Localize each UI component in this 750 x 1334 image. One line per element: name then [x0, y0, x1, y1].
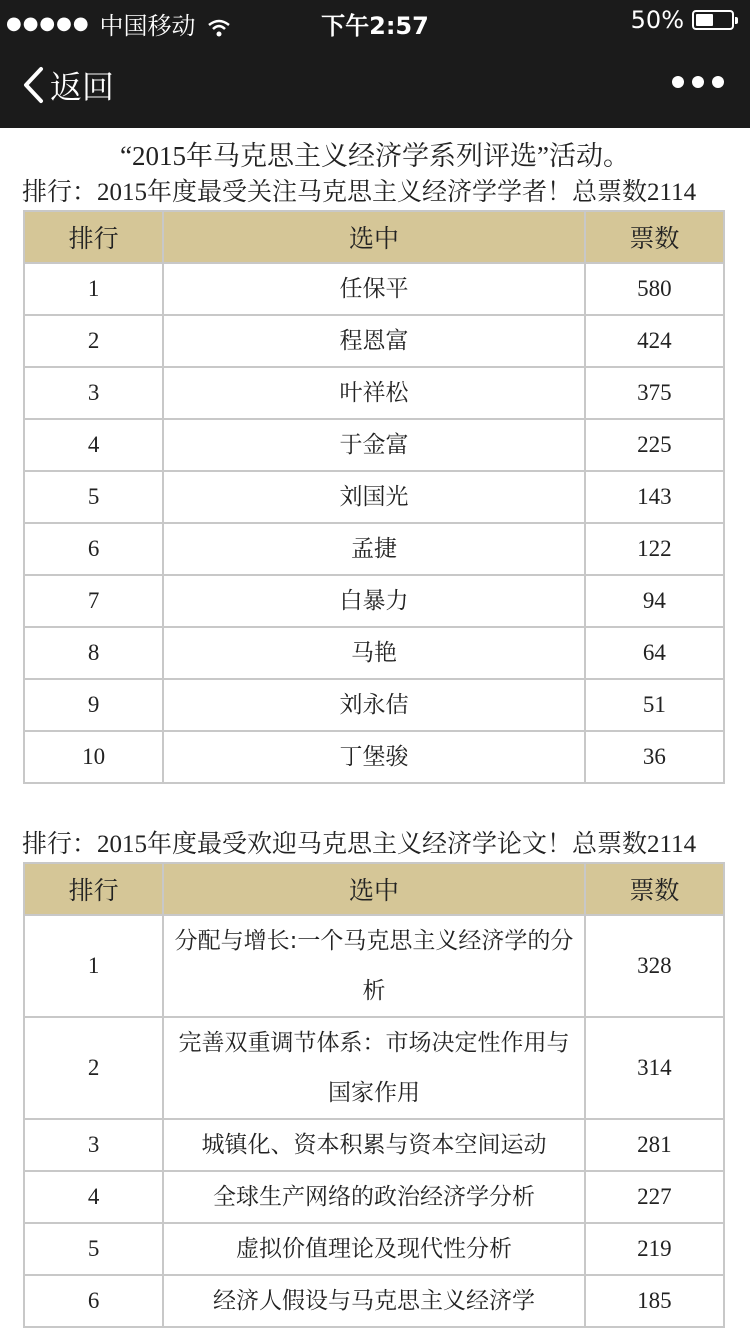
table-row — [24, 263, 724, 315]
rank-cell: 5 — [24, 471, 163, 523]
votes-cell: 227 — [585, 1171, 724, 1223]
article-content — [0, 128, 750, 1328]
header-votes: 票数 — [585, 863, 724, 915]
votes-cell: 314 — [585, 1017, 724, 1119]
name-cell: 任保平 — [163, 263, 585, 315]
back-label: 返回 — [50, 68, 115, 106]
votes-cell: 219 — [585, 1223, 724, 1275]
table-row — [24, 315, 724, 367]
more-dot — [672, 76, 684, 88]
votes-cell: 64 — [585, 627, 724, 679]
name-cell: 刘永佶 — [163, 679, 585, 731]
header-votes: 票数 — [585, 211, 724, 263]
battery-icon — [692, 10, 734, 30]
nav-bar — [0, 40, 750, 128]
name-cell: 分配与增长:一个马克思主义经济学的分析 — [163, 915, 585, 1017]
votes-cell: 122 — [585, 523, 724, 575]
votes-cell: 424 — [585, 315, 724, 367]
name-cell: 叶祥松 — [163, 367, 585, 419]
rank-cell: 3 — [24, 367, 163, 419]
name-cell: 刘国光 — [163, 471, 585, 523]
rank-cell: 5 — [24, 1223, 163, 1275]
rank-cell: 4 — [24, 1171, 163, 1223]
header-rank: 排行 — [24, 211, 163, 263]
status-right — [631, 6, 734, 34]
section1-caption: 排行：2015年度最受关注马克思主义经济学学者！总票数2114 — [22, 179, 697, 206]
table-row — [24, 1119, 724, 1171]
votes-cell: 375 — [585, 367, 724, 419]
table-row — [24, 419, 724, 471]
votes-cell: 580 — [585, 263, 724, 315]
back-button[interactable] — [22, 62, 114, 108]
table-row — [24, 523, 724, 575]
name-cell: 程恩富 — [163, 315, 585, 367]
rank-cell: 6 — [24, 1275, 163, 1327]
table-row — [24, 1017, 724, 1119]
name-cell: 白暴力 — [163, 575, 585, 627]
table-row — [24, 1275, 724, 1327]
intro-text: “2015年马克思主义经济学系列评选”活动。 — [120, 141, 630, 171]
rank-cell: 10 — [24, 731, 163, 783]
section2-caption: 排行：2015年度最受欢迎马克思主义经济学论文！总票数2114 — [22, 831, 697, 858]
battery-percent: 50% — [630, 6, 684, 34]
name-cell: 完善双重调节体系：市场决定性作用与国家作用 — [163, 1017, 585, 1119]
rank-cell: 7 — [24, 575, 163, 627]
rank-cell: 2 — [24, 1017, 163, 1119]
name-cell: 马艳 — [163, 627, 585, 679]
name-cell: 经济人假设与马克思主义经济学 — [163, 1275, 585, 1327]
rank-cell: 6 — [24, 523, 163, 575]
votes-cell: 36 — [585, 731, 724, 783]
rank-cell: 1 — [24, 263, 163, 315]
name-cell: 虚拟价值理论及现代性分析 — [163, 1223, 585, 1275]
rank-cell: 8 — [24, 627, 163, 679]
paper-ranking-table — [23, 862, 725, 1328]
table-row — [24, 575, 724, 627]
status-time: 下午2:57 — [321, 12, 429, 40]
rank-cell: 2 — [24, 315, 163, 367]
rank-cell: 1 — [24, 915, 163, 1017]
more-dot — [692, 76, 704, 88]
table-row — [24, 679, 724, 731]
votes-cell: 94 — [585, 575, 724, 627]
votes-cell: 185 — [585, 1275, 724, 1327]
battery-tip — [735, 17, 738, 24]
rank-cell: 9 — [24, 679, 163, 731]
name-cell: 孟捷 — [163, 523, 585, 575]
votes-cell: 51 — [585, 679, 724, 731]
table-row — [24, 1223, 724, 1275]
chevron-left-icon — [22, 66, 44, 104]
votes-cell: 225 — [585, 419, 724, 471]
name-cell: 全球生产网络的政治经济学分析 — [163, 1171, 585, 1223]
votes-cell: 328 — [585, 915, 724, 1017]
battery-level-fill — [696, 14, 713, 26]
table-row — [24, 627, 724, 679]
header-rank: 排行 — [24, 863, 163, 915]
status-bar — [0, 0, 750, 40]
table-row — [24, 471, 724, 523]
signal-strength: ●●●●● — [6, 13, 90, 34]
table-header-row — [24, 863, 724, 915]
table-row — [24, 1171, 724, 1223]
name-cell: 丁堡骏 — [163, 731, 585, 783]
header-selection: 选中 — [163, 863, 585, 915]
header-selection: 选中 — [163, 211, 585, 263]
votes-cell: 143 — [585, 471, 724, 523]
more-dot — [712, 76, 724, 88]
table-row — [24, 367, 724, 419]
more-options-icon[interactable] — [672, 76, 724, 88]
rank-cell: 3 — [24, 1119, 163, 1171]
table-row — [24, 915, 724, 1017]
name-cell: 城镇化、资本积累与资本空间运动 — [163, 1119, 585, 1171]
table-header-row — [24, 211, 724, 263]
carrier-name: 中国移动 — [99, 12, 196, 40]
scholar-ranking-table — [23, 210, 725, 784]
rank-cell: 4 — [24, 419, 163, 471]
votes-cell: 281 — [585, 1119, 724, 1171]
table-row — [24, 731, 724, 783]
name-cell: 于金富 — [163, 419, 585, 471]
